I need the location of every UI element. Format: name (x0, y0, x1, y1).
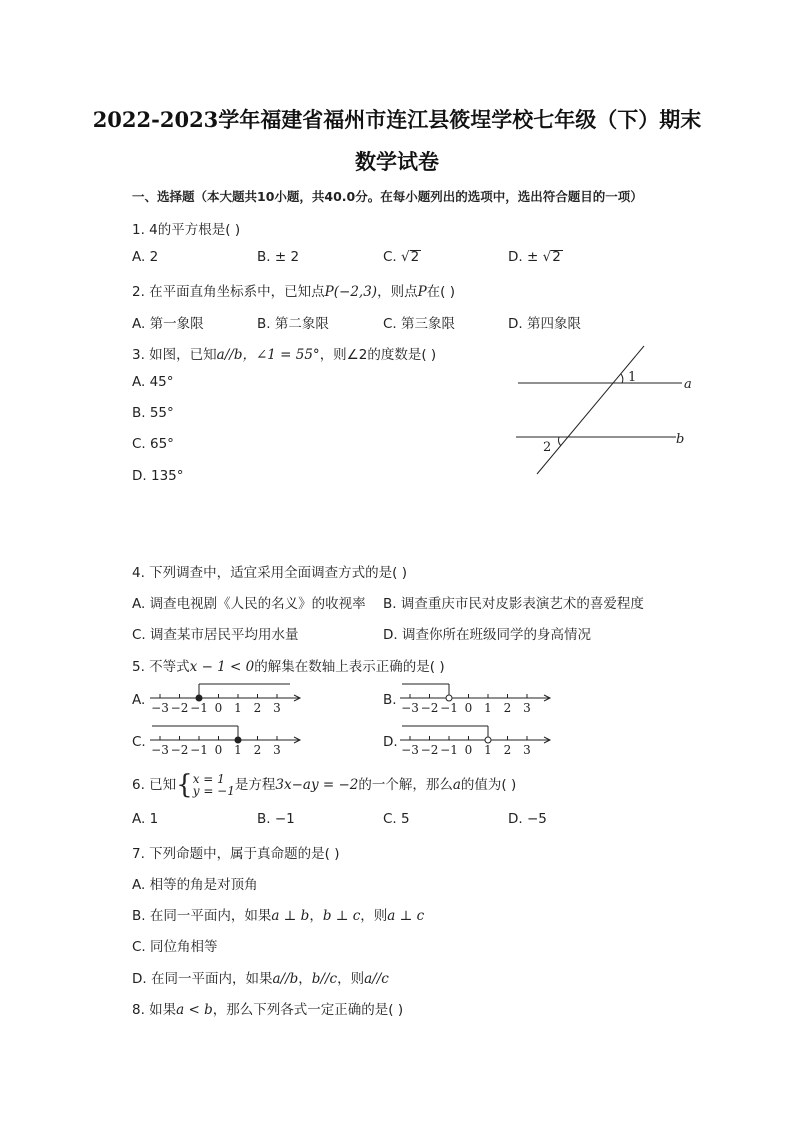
q3-parallel-lines-figure (510, 340, 700, 480)
number-line-tick-label: −3 (151, 743, 169, 757)
q6-text: 的值为( ) (460, 777, 517, 793)
question-2-stem (132, 280, 455, 300)
q7-b-math: b ⊥ c (322, 908, 361, 924)
q7-d-math: a//b (272, 971, 299, 987)
solid-endpoint-dot (196, 695, 202, 701)
q8-condition: a < b (176, 1002, 213, 1018)
question-4-stem: 4. 下列调查中，适宜采用全面调查方式的是( ) (132, 565, 407, 581)
q1-option-d (508, 249, 563, 265)
number-line-tick-label: −2 (170, 743, 189, 757)
q6-text: 的一个解，那么 (358, 777, 453, 793)
q3-option-a: A. 45° (132, 374, 174, 390)
line-b-label: b (676, 432, 685, 447)
hollow-endpoint-dot (446, 695, 452, 701)
q7-option-d (132, 967, 389, 987)
q1-option-c-label: C. (383, 249, 402, 265)
q6-option-b: B. −1 (257, 811, 295, 827)
q2-option-d: D. 第四象限 (508, 316, 581, 332)
system-equation-bottom: y = −1 (192, 784, 235, 798)
system-brace: { (176, 770, 193, 800)
number-line-tick-label: −1 (190, 701, 208, 715)
number-line-tick-label: −1 (440, 743, 458, 757)
q7-b-text: ， (309, 908, 323, 924)
hollow-endpoint-dot (485, 737, 491, 743)
number-line-tick-label: 1 (234, 743, 242, 757)
q1-option-b: B. ± 2 (257, 249, 300, 265)
q5-text: 5. 不等式 (132, 659, 190, 675)
q2-option-a: A. 第一象限 (132, 316, 204, 332)
radical-sign: √ (401, 249, 410, 265)
number-line-tick-label: 2 (253, 701, 262, 715)
q5-text: 的解集在数轴上表示正确的是( ) (254, 659, 445, 675)
q5-option-d-label: D. (383, 734, 398, 750)
q7-d-math: b//c (311, 971, 338, 987)
angle-2-arc (559, 437, 561, 446)
q5-number-line-d (400, 720, 560, 760)
question-1-stem: 1. 4的平方根是( ) (132, 222, 241, 238)
q6-option-c: C. 5 (383, 811, 410, 827)
q7-option-b (132, 904, 424, 924)
number-line-tick-label: −3 (401, 743, 419, 757)
q7-d-text: ， (298, 971, 312, 987)
line-a-label: a (684, 377, 692, 392)
q2-text: 在( ) (426, 284, 455, 300)
angle-2-label: 2 (543, 440, 552, 455)
number-line-tick-label: −2 (420, 701, 439, 715)
q5-number-line-a (150, 678, 310, 718)
number-line-tick-label: 3 (523, 743, 531, 757)
q5-number-line-c (150, 720, 310, 760)
q8-text: 8. 如果 (132, 1002, 177, 1018)
question-5-stem (132, 655, 445, 675)
q2-text: ，则点 (377, 284, 418, 300)
q7-option-c: C. 同位角相等 (132, 939, 218, 955)
angle-1-arc (621, 374, 623, 383)
q3-option-d: D. 135° (132, 468, 184, 484)
number-line-tick-label: 0 (464, 743, 473, 757)
q7-d-math: a//c (364, 971, 389, 987)
radical-sign: √ (542, 249, 552, 265)
system-equation-top: x = 1 (192, 772, 225, 786)
q2-option-b: B. 第二象限 (257, 316, 329, 332)
q1-option-d-radicand: 2 (552, 249, 561, 265)
q1-option-a: A. 2 (132, 249, 159, 265)
q7-b-math: a ⊥ c (387, 908, 425, 924)
q2-text: 2. 在平面直角坐标系中，已知点 (132, 284, 325, 300)
number-line-tick-label: −3 (151, 701, 169, 715)
question-3-stem (132, 343, 436, 363)
q3-condition: a//b，∠1 = 55° (216, 347, 320, 363)
q3-text: 3. 如图，已知 (132, 347, 217, 363)
q3-option-c: C. 65° (132, 436, 174, 452)
number-line-tick-label: 1 (484, 743, 492, 757)
q4-option-b: B. 调查重庆市民对皮影表演艺术的喜爱程度 (383, 596, 644, 612)
q6-variable: a (452, 777, 461, 793)
q4-option-c: C. 调查某市居民平均用水量 (132, 627, 299, 643)
q4-option-d: D. 调查你所在班级同学的身高情况 (383, 627, 591, 643)
solid-endpoint-dot (235, 737, 241, 743)
q3-text: ，则∠2的度数是( ) (319, 347, 437, 363)
angle-1-label: 1 (628, 370, 637, 385)
exam-title-line2: 数学试卷 (355, 149, 439, 174)
q6-option-a: A. 1 (132, 811, 159, 827)
q2-option-c: C. 第三象限 (383, 316, 456, 332)
q4-option-a: A. 调查电视剧《人民的名义》的收视率 (132, 596, 366, 612)
number-line-tick-label: 3 (273, 701, 281, 715)
q2-point-name: P (417, 284, 427, 300)
number-line-tick-label: 2 (503, 701, 512, 715)
number-line-tick-label: −3 (401, 701, 419, 715)
q5-option-c-label: C. (132, 734, 146, 750)
number-line-tick-label: 2 (503, 743, 512, 757)
q5-option-b-label: B. (383, 692, 397, 708)
number-line-tick-label: 0 (214, 743, 223, 757)
number-line-tick-label: −1 (190, 743, 208, 757)
section-heading: 一、选择题（本大题共10小题，共40.0分。在每小题列出的选项中，选出符合题目的一项） (132, 189, 643, 204)
number-line-tick-label: −2 (420, 743, 439, 757)
exam-title-line1: 2022-2023学年福建省福州市连江县筱埕学校七年级（下）期末 (92, 107, 702, 132)
q7-d-text: D. 在同一平面内，如果 (132, 971, 273, 987)
q1-option-d-label: D. ± (508, 249, 543, 265)
number-line-tick-label: 3 (523, 701, 531, 715)
q5-inequality: x − 1 < 0 (189, 659, 255, 675)
number-line-tick-label: 0 (464, 701, 473, 715)
number-line-tick-label: 1 (484, 701, 492, 715)
question-6-stem (132, 770, 517, 800)
q5-option-a-label: A. (132, 692, 146, 708)
q6-equation: 3x−ay = −2 (275, 777, 359, 793)
equation-system (193, 773, 235, 797)
transversal-line (537, 346, 644, 474)
q8-text: ，那么下列各式一定正确的是( ) (212, 1002, 404, 1018)
q1-option-c-radicand: 2 (410, 249, 420, 265)
question-7-stem: 7. 下列命题中，属于真命题的是( ) (132, 846, 340, 862)
number-line-tick-label: 3 (273, 743, 281, 757)
q2-point: P(−2,3) (324, 284, 378, 300)
q7-b-text: B. 在同一平面内，如果 (132, 908, 272, 924)
q7-b-text: ，则 (360, 908, 388, 924)
number-line-tick-label: 2 (253, 743, 262, 757)
q6-option-d: D. −5 (508, 811, 547, 827)
q7-option-a: A. 相等的角是对顶角 (132, 877, 258, 893)
number-line-tick-label: 1 (234, 701, 242, 715)
question-8-stem (132, 998, 403, 1018)
q7-d-text: ，则 (337, 971, 365, 987)
q7-b-math: a ⊥ b (271, 908, 310, 924)
number-line-tick-label: −1 (440, 701, 458, 715)
q3-option-b: B. 55° (132, 405, 174, 421)
q1-option-c (383, 249, 421, 265)
number-line-tick-label: 0 (214, 701, 223, 715)
q6-text: 是方程 (234, 777, 276, 793)
number-line-tick-label: −2 (170, 701, 189, 715)
q6-text: 6. 已知 (132, 777, 177, 793)
q5-number-line-b (400, 678, 560, 718)
